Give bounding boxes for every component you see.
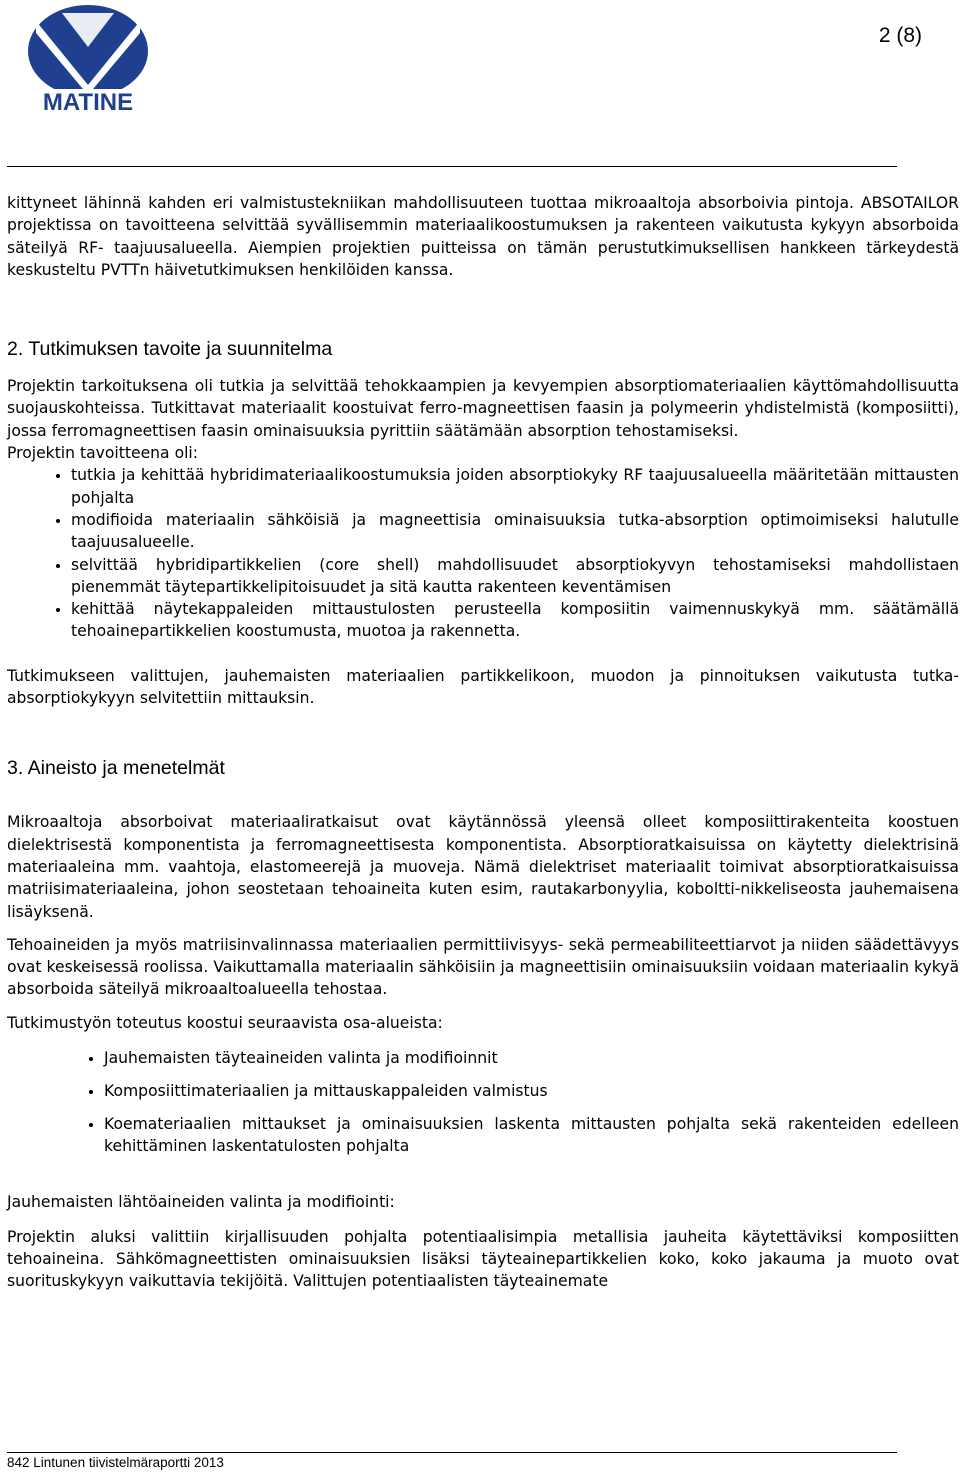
list-item: • Jauhemaisten täyteaineiden valinta ja modifioinnit (104, 1047, 959, 1069)
subheading-powders: Jauhemaisten lähtöaineiden valinta ja modifiointi: (7, 1193, 395, 1212)
document-body (7, 192, 959, 1292)
section-2-heading: 2. Tutkimuksen tavoite ja suunnitelma (7, 338, 333, 361)
list-item: • modifioida materiaalin sähköisiä ja magneettisia ominaisuuksia tutka-absorption optimoimiseksi halutulle taajuusalueelle. (71, 509, 959, 554)
list-item: • selvittää hybridipartikkelien (core shell) mahdollisuudet absorptiokyvyn tehostamiseksi mahdollistaen pienemmät täytepartikkelipitoisuudet ja sitä kautta rakenteen keventämisen (71, 554, 959, 599)
goals-label: Projektin tavoitteena oli: (7, 444, 199, 463)
intro-paragraph: kittyneet lähinnä kahden eri valmistustekniikan mahdollisuuteen tuottaa mikroaaltoja absorboivia pintoja. ABSOTAILOR projektissa on tavoitteena selvittää syvällisemmin materiaalikoostumuksen ja rakenteen vaikutusta kykyyn absorboida säteilyä RF- taajuusalueella. Aiempien projektien puitteissa on tämän perustutkimuksellisen hankkeen tärkeydestä keskusteltu PVTTn häivetutkimuksen henkilöiden kanssa. (7, 194, 959, 279)
page-number: 2 (8) (878, 24, 922, 47)
list-item: • tutkia ja kehittää hybridimateriaalikoostumuksia joiden absorptiokyky RF taajuusalueella määritetään mittausten pohjalta (71, 464, 959, 509)
section-3-heading: 3. Aineisto ja menetelmät (7, 757, 225, 780)
logo-text: MATINE (42, 89, 134, 115)
areas-label: Tutkimustyön toteutus koostui seuraavista osa-alueista: (7, 1013, 443, 1032)
list-item: • Koemateriaalien mittaukset ja ominaisuuksien laskenta mittausten pohjalta sekä rakenteiden edelleen kehittäminen laskentatulosten pohjalta (104, 1113, 959, 1158)
goals-list (7, 464, 959, 642)
header-divider (7, 166, 897, 167)
section-2-paragraph-2: Tutkimukseen valittujen, jauhemaisten materiaalien partikkelikoon, muodon ja pinnoituksen vaikutusta tutka-absorptiokykyyn selvitettiin mittauksin. (7, 666, 959, 708)
section-3-paragraph-1: Mikroaaltoja absorboivat materiaaliratkaisut ovat käytännössä yleensä olleet komposiittirakenteita koostuen dielektrisestä komponentista ja ferromagneettisesta komponentista. Absorptioratkaisuissa on käytetty dielektrisinä materiaaleina mm. vaahtoja, elastomeerejä ja muoveja. Nämä dielektriset materiaalit toimivat absorptioratkaisuissa matriisimateriaaleina, johon seostetaan tehoaineita kuten esim, rautakarbonyylia, koboltti-nikkeliseosta jauhemaisena lisäyksenä. (7, 813, 959, 921)
list-item: • kehittää näytekappaleiden mittaustulosten perusteella komposiitin vaimennuskykyä mm. säätämällä tehoainepartikkelien koostumusta, muotoa ja rakennetta. (71, 598, 959, 643)
section-3-paragraph-2: Tehoaineiden ja myös matriisinvalinnassa materiaalien permittiivisyys- sekä permeabiliteettiarvot ja niiden säädettävyys ovat keskeisessä roolissa. Vaikuttamalla materiaalin sähköisiin ja magneettisiin ominaisuuksiin voidaan materiaalin kykyä absorboida säteilyä mikroaaltoalueella tehostaa. (7, 935, 959, 999)
matine-logo (22, 3, 154, 115)
section-2-paragraph-1: Projektin tarkoituksena oli tutkia ja selvittää tehokkaampien ja kevyempien absorptiomateriaalien käyttömahdollisuutta suojauskohteissa. Tutkittavat materiaalit koostuivat ferro-magneettisen faasin ja polymeerin yhdistelmistä (komposiitti), jossa ferromagneettisen faasin ominaisuuksia pyrittiin säätämään absorption tehostamiseksi. (7, 377, 959, 440)
list-item: • Komposiittimateriaalien ja mittauskappaleiden valmistus (104, 1080, 959, 1102)
footer-divider (7, 1452, 897, 1453)
footer-text: 842 Lintunen tiivistelmäraportti 2013 (7, 1455, 224, 1470)
section-3-paragraph-3: Projektin aluksi valittiin kirjallisuuden pohjalta potentiaalisimpia metallisia jauheita käytettäviksi komposiitten tehoaineina. Sähkömagneettisten ominaisuuksien lisäksi täyteainepartikkelien koko, koko jakauma ja muoto ovat suorituskykyyn vaikuttavia tekijöitä. Valittujen potentiaalisten täyteainemate (7, 1227, 959, 1291)
areas-list (7, 1047, 959, 1157)
